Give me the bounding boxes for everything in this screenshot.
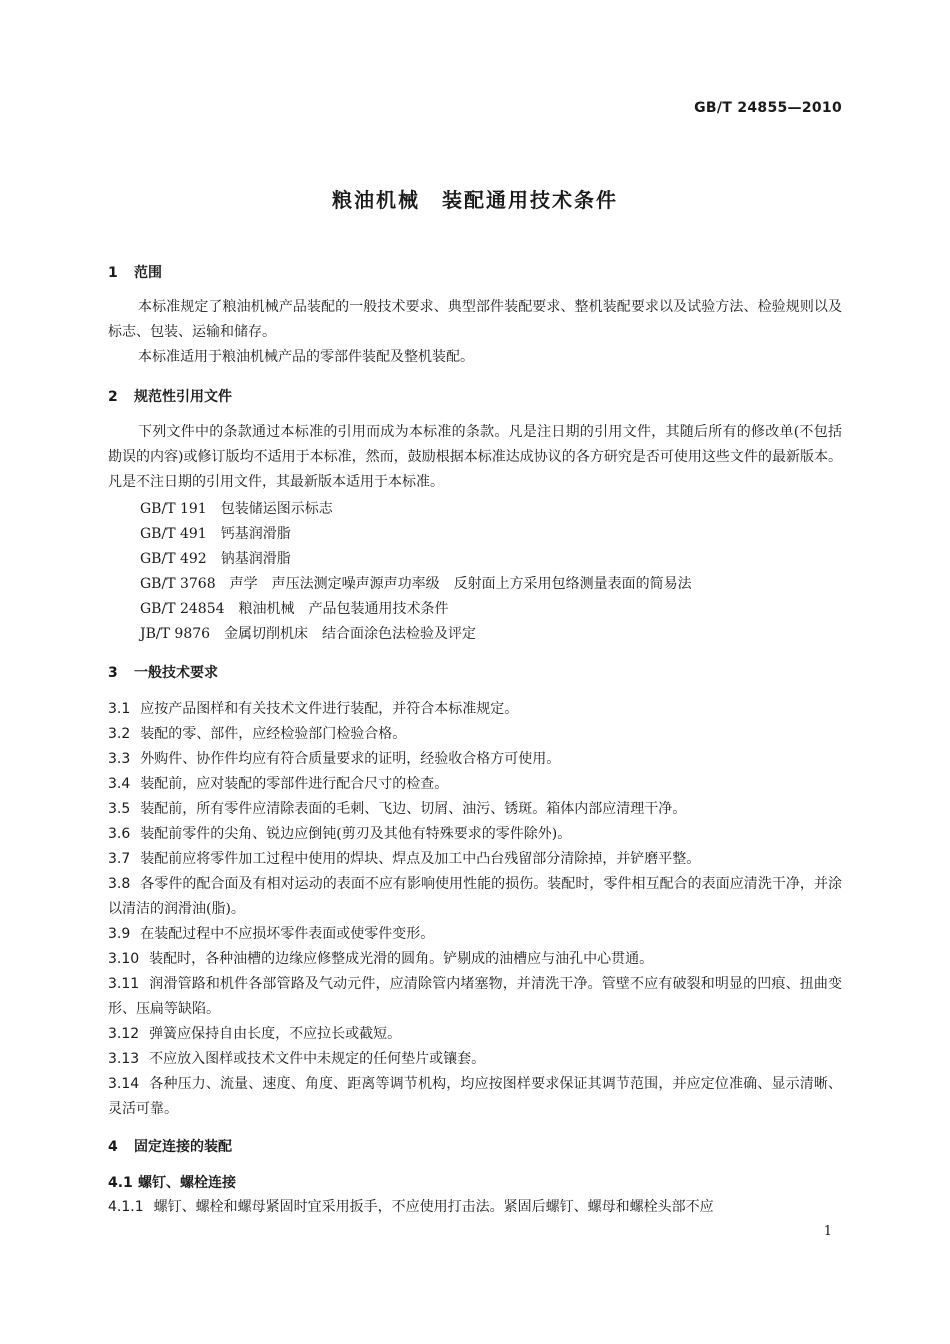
reference-code: GB/T 24854 [140, 601, 225, 617]
clause [108, 922, 842, 947]
subsection-title: 螺钉、螺栓连接 [138, 1175, 236, 1191]
clause-text: 装配时，各种油槽的边缘应修整成光滑的圆角。铲剔成的油槽应与油孔中心贯通。 [149, 951, 654, 967]
reference-title: 粮油机械 产品包装通用技术条件 [238, 601, 449, 617]
clause [108, 797, 842, 822]
section-title: 范围 [134, 265, 162, 281]
clause-number: 3.8 [108, 876, 131, 892]
clause [108, 722, 842, 747]
reference-title: 金属切削机床 结合面涂色法检验及评定 [224, 626, 477, 642]
clause-text: 装配前零件的尖角、锐边应倒钝(剪刃及其他有特殊要求的零件除外)。 [140, 826, 572, 842]
reference-code: GB/T 492 [140, 551, 207, 567]
clause-text: 装配前应将零件加工过程中使用的焊块、焊点及加工中凸台残留部分清除掉，并铲磨平整。 [140, 851, 701, 867]
clause [108, 1022, 842, 1047]
reference-item [140, 498, 333, 518]
section-number: 1 [108, 265, 118, 281]
section-number: 4 [108, 1139, 118, 1155]
section-number: 3 [108, 665, 118, 681]
clause [108, 697, 842, 722]
section-3-heading [108, 662, 218, 682]
section-2-heading [108, 386, 232, 406]
clause [108, 1195, 842, 1220]
scope-paragraph-1: 本标准规定了粮油机械产品装配的一般技术要求、典型部件装配要求、整机装配要求以及试验方法、检验规则以及标志、包装、运输和储存。 [108, 299, 842, 340]
clause-text: 装配前，应对装配的零部件进行配合尺寸的检查。 [140, 776, 449, 792]
clause-number: 3.13 [108, 1051, 140, 1067]
clause-number: 3.5 [108, 801, 131, 817]
clause-number: 3.4 [108, 776, 131, 792]
clause-text: 螺钉、螺栓和螺母紧固时宜采用扳手，不应使用打击法。紧固后螺钉、螺母和螺栓头部不应 [153, 1199, 714, 1215]
clause-number: 3.3 [108, 751, 131, 767]
reference-item [140, 573, 692, 593]
clause-text: 弹簧应保持自由长度，不应拉长或截短。 [149, 1026, 402, 1042]
reference-code: GB/T 3768 [140, 576, 216, 592]
reference-item [140, 548, 291, 568]
clause-number: 3.10 [108, 951, 140, 967]
section-number: 2 [108, 389, 118, 405]
section-1-heading [108, 262, 162, 282]
clause-number: 3.2 [108, 726, 131, 742]
reference-title: 钙基润滑脂 [220, 526, 291, 542]
clause-number: 3.7 [108, 851, 131, 867]
clause [108, 772, 842, 797]
clause [108, 947, 842, 972]
reference-title: 钠基润滑脂 [220, 551, 291, 567]
reference-title: 包装储运图示标志 [220, 501, 333, 517]
standard-number: GB/T 24855—2010 [694, 100, 842, 116]
clause [108, 847, 842, 872]
clause-number: 3.6 [108, 826, 131, 842]
reference-code: GB/T 491 [140, 526, 207, 542]
clause [108, 822, 842, 847]
subsection-number: 4.1 [108, 1175, 133, 1191]
clause-text: 各零件的配合面及有相对运动的表面不应有影响使用性能的损伤。装配时，零件相互配合的表面应清洗干净，并涂以清洁的润滑油(脂)。 [108, 876, 842, 917]
clause-text: 装配前，所有零件应清除表面的毛刺、飞边、切屑、油污、锈斑。箱体内部应清理干净。 [140, 801, 687, 817]
normative-intro: 下列文件中的条款通过本标准的引用而成为本标准的条款。凡是注日期的引用文件，其随后所有的修改单(不包括勘误的内容)或修订版均不适用于本标准，然而，鼓励根据本标准达成协议的各方研究是否可使用这些文件的最新版本。凡是不注日期的引用文件，其最新版本适用于本标准。 [108, 424, 842, 490]
reference-title: 声学 声压法测定噪声源声功率级 反射面上方采用包络测量表面的简易法 [229, 576, 692, 592]
clause [108, 1047, 842, 1072]
clause-number: 3.12 [108, 1026, 140, 1042]
reference-item [140, 598, 449, 618]
clause [108, 872, 842, 922]
clause-text: 应按产品图样和有关技术文件进行装配，并符合本标准规定。 [140, 701, 519, 717]
clause-number: 3.11 [108, 976, 140, 992]
clause-text: 各种压力、流量、速度、角度、距离等调节机构，均应按图样要求保证其调节范围，并应定位准确、显示清晰、灵活可靠。 [108, 1076, 842, 1117]
clause-number: 3.1 [108, 701, 131, 717]
reference-code: GB/T 191 [140, 501, 207, 517]
clause-text: 外购件、协作件均应有符合质量要求的证明，经验收合格方可使用。 [140, 751, 561, 767]
section-4-heading [108, 1136, 232, 1156]
reference-item [140, 523, 291, 543]
clause-text: 不应放入图样或技术文件中未规定的任何垫片或镶套。 [149, 1051, 486, 1067]
subsection-4-1-heading [108, 1172, 236, 1192]
clause [108, 1072, 842, 1122]
page-number: 1 [823, 1224, 832, 1239]
clause-text: 在装配过程中不应损坏零件表面或使零件变形。 [140, 926, 435, 942]
section-title: 一般技术要求 [134, 665, 218, 681]
clause-text: 装配的零、部件，应经检验部门检验合格。 [140, 726, 407, 742]
clause-number: 3.14 [108, 1076, 140, 1092]
clause [108, 747, 842, 772]
reference-item [140, 623, 476, 643]
reference-code: JB/T 9876 [140, 626, 211, 642]
section-title: 固定连接的装配 [134, 1139, 232, 1155]
clause [108, 972, 842, 1022]
section-title: 规范性引用文件 [134, 389, 232, 405]
scope-paragraph-2: 本标准适用于粮油机械产品的零部件装配及整机装配。 [138, 349, 474, 365]
clause-text: 润滑管路和机件各部管路及气动元件，应清除管内堵塞物，并清洗干净。管壁不应有破裂和明显的凹痕、扭曲变形、压扁等缺陷。 [108, 976, 842, 1017]
document-title: 粮油机械 装配通用技术条件 [332, 188, 618, 212]
clause-number: 3.9 [108, 926, 131, 942]
clause-number: 4.1.1 [108, 1199, 144, 1215]
